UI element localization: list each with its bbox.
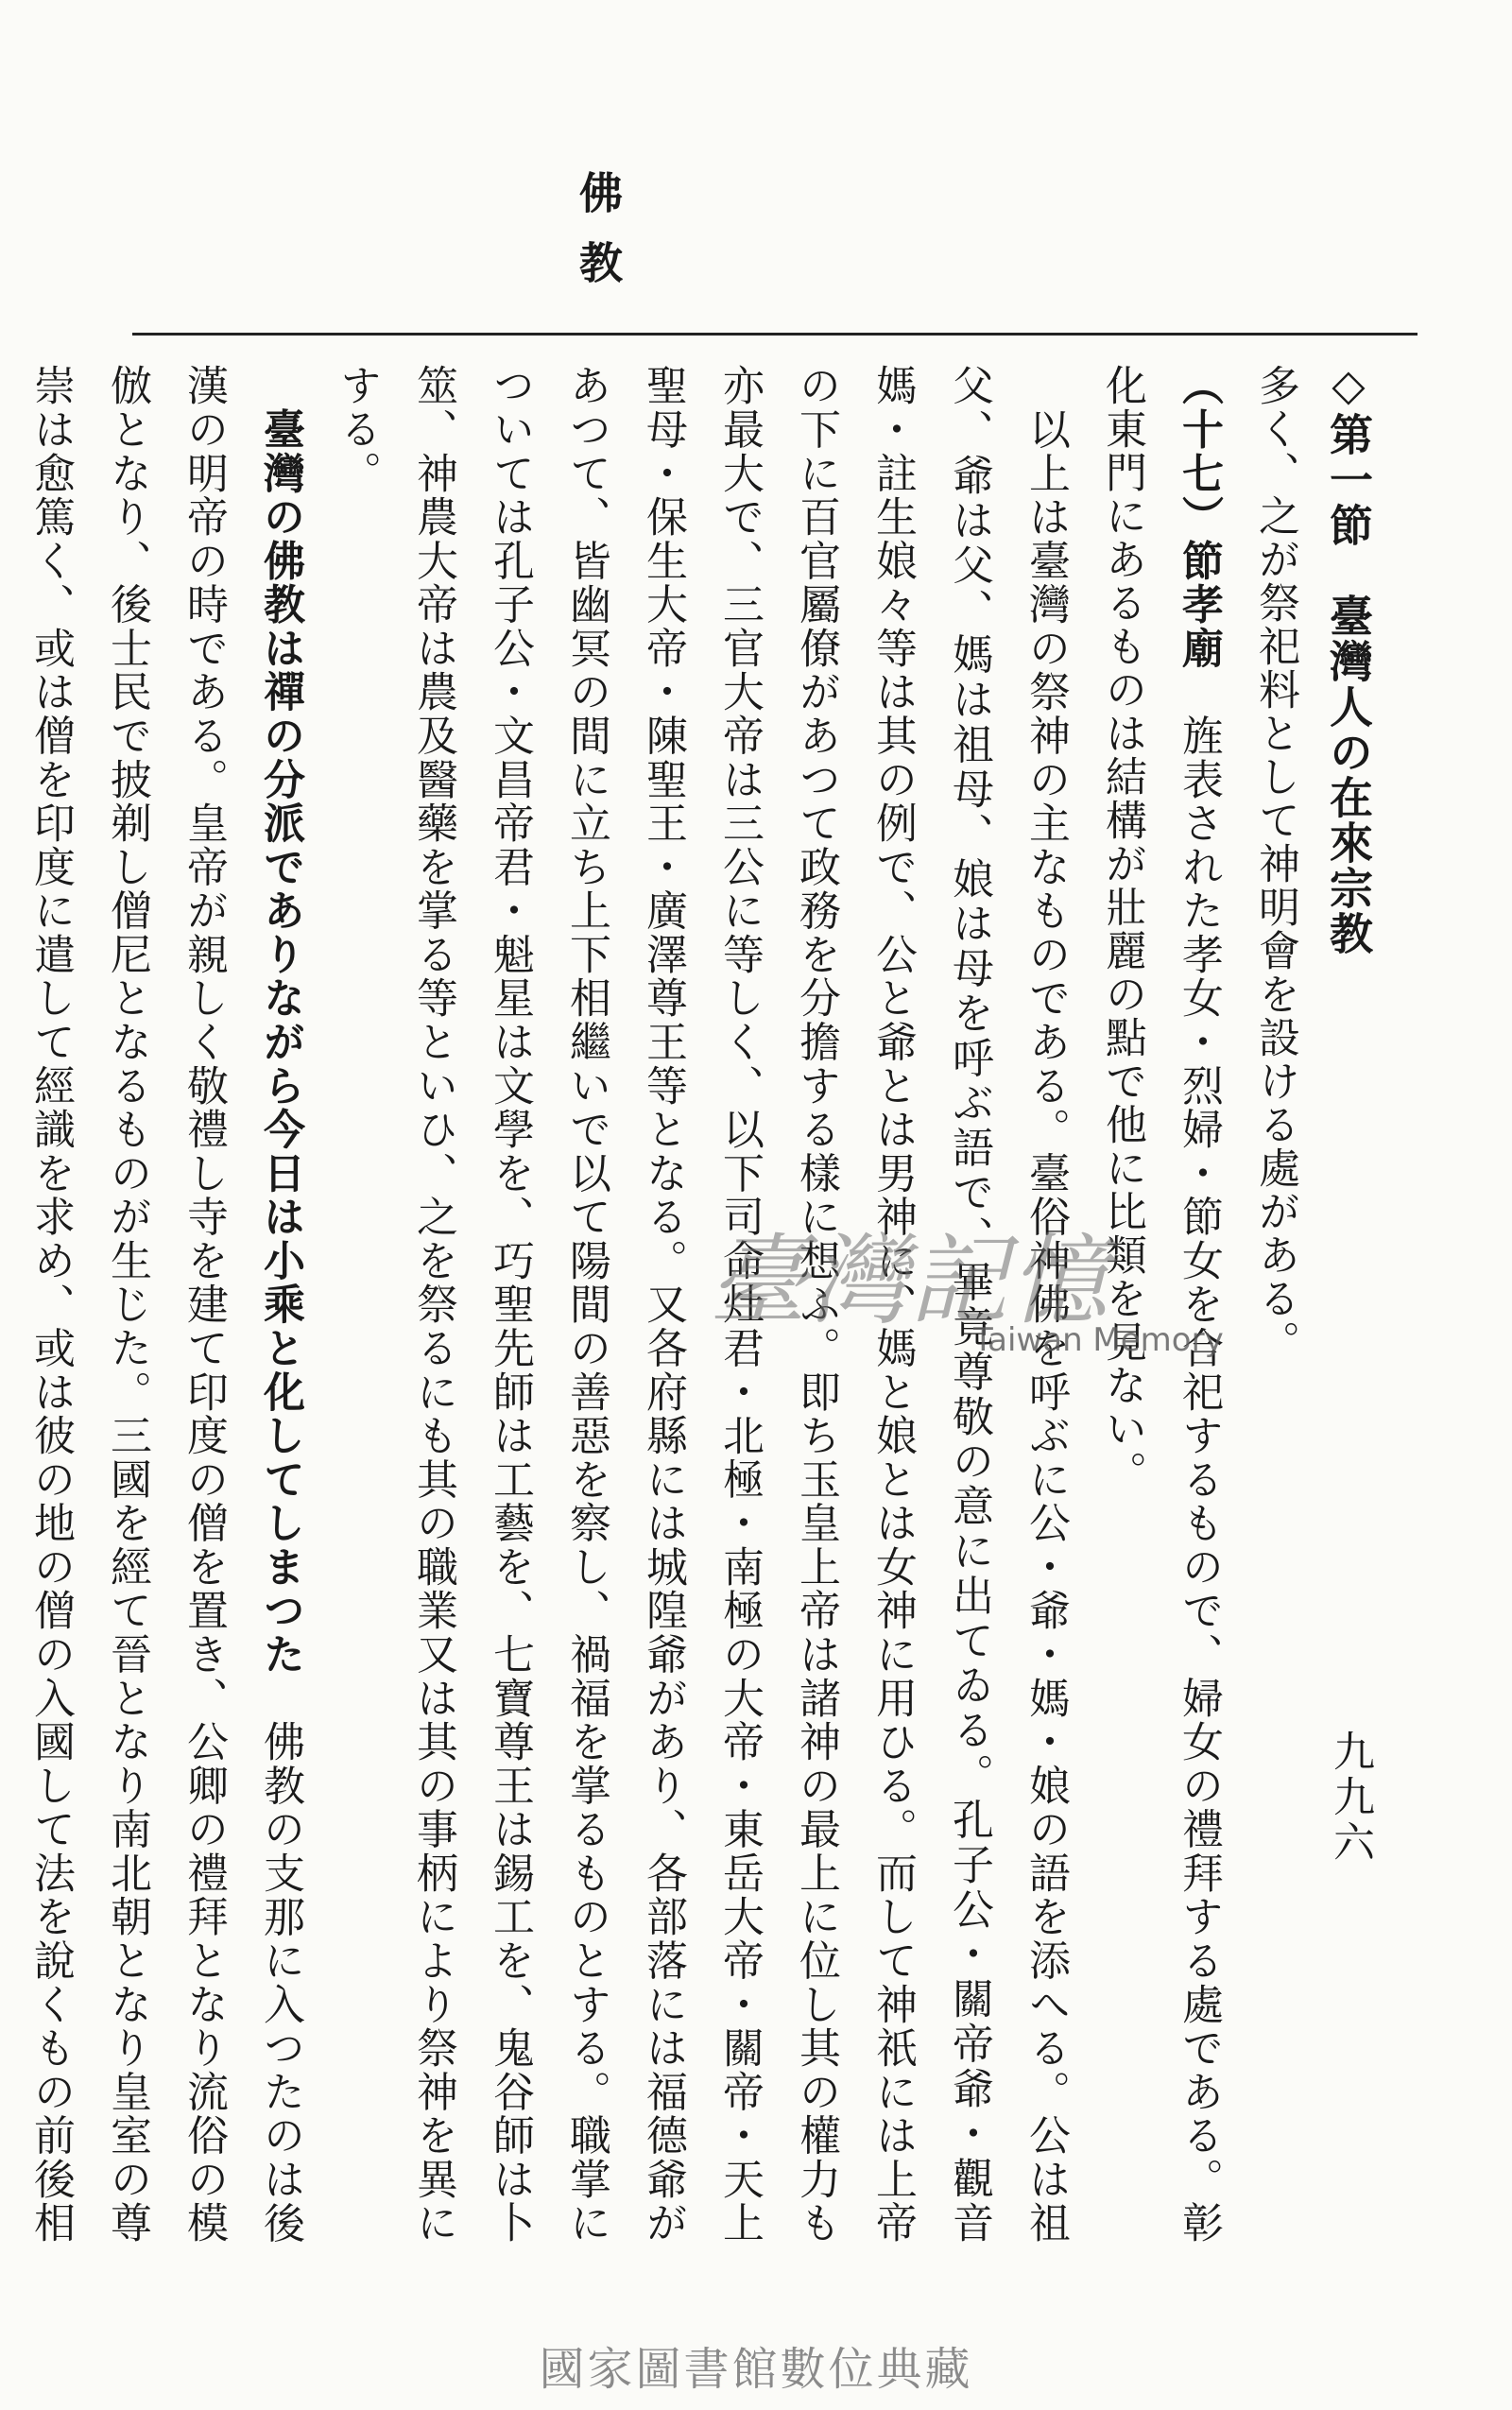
footer-credit: 國家圖書館數位典藏	[539, 2343, 973, 2396]
paragraph-4	[0, 364, 318, 2245]
paragraph-1-text: 多く、之が祭祀料として神明會を設ける處がある。	[1251, 364, 1299, 1364]
paragraph-3	[318, 364, 1084, 2245]
section-heading-buddhism: 臺灣の佛教は禪の分派でありながら今日は小乘と化してしまつた	[256, 407, 304, 1677]
paragraph-2-text: 旌表された孝女・烈婦・節女を合祀するもので、婦女の禮拜する處である。彰化東門にあるものは結構が壯麗の點で他に比類を見ない。	[1098, 364, 1223, 2246]
watermark-main: 臺灣記憶	[709, 1223, 1110, 1338]
section-heading-setsukobyo: （十七）節孝廟	[1175, 364, 1223, 670]
paragraph-2	[1084, 364, 1237, 2245]
running-head: ◇第一節 臺灣人の在來宗教	[1323, 359, 1374, 956]
header-rule	[132, 333, 1418, 336]
watermark-sub: Taiwan Memory	[973, 1321, 1224, 1359]
paragraph-4-text: 佛教の支那に入つたのは後漢の明帝の時である。皇帝が親しく敬禮し寺を建て印度の僧を置き、公卿の禮拜となり流俗の模倣となり、後士民で披剃し僧尼となるものが生じた。三國を經て晉となり南北朝となり皇室の尊崇は愈篤く、或は僧を印度に遣して經識を求め、或は彼の地の僧の入國して法を說くもの前後相	[26, 364, 304, 2246]
chapter-title: 佛教	[573, 170, 624, 310]
paragraph-3-text: 以上は臺灣の祭神の主なものである。臺俗神佛を呼ぶに公・爺・媽・娘の語を添へる。公は祖父、爺は父、媽は祖母、娘は母を呼ぶ語で、畢竟尊敬の意に出てゐる。孔子公・關帝爺・觀音媽・註生娘々等は其の例で、公と爺とは男神に、媽と娘とは女神に用ひる。而して神祇には上帝の下に百官屬僚があつて政務を分擔する樣に想ふ。即ち玉皇上帝は諸神の最上に位し其の權力も亦最大で、三官大帝は三公に等しく、以下司命灶君・北極・南極の大帝・東岳大帝・關帝・天上聖母・保生大帝・陳聖王・廣澤尊王等となる。又各府縣には城隍爺があり、各部落には福德爺があつて、皆幽冥の間に立ち上下相繼いで以て陽間の善惡を察し、禍福を掌るものとする。職掌については孔子公・文昌帝君・魁星は文學を、巧聖先師は工藝を、七寶尊王は錫工を、鬼谷師は卜筮、神農大帝は農及醫藥を掌る等といひ、之を祭るにも其の職業又は其の事柄により祭神を異にする。	[333, 364, 1070, 2246]
body-text	[0, 364, 1314, 2245]
page-number: 九九六	[1326, 1730, 1374, 1866]
paragraph-1	[1237, 364, 1314, 2245]
